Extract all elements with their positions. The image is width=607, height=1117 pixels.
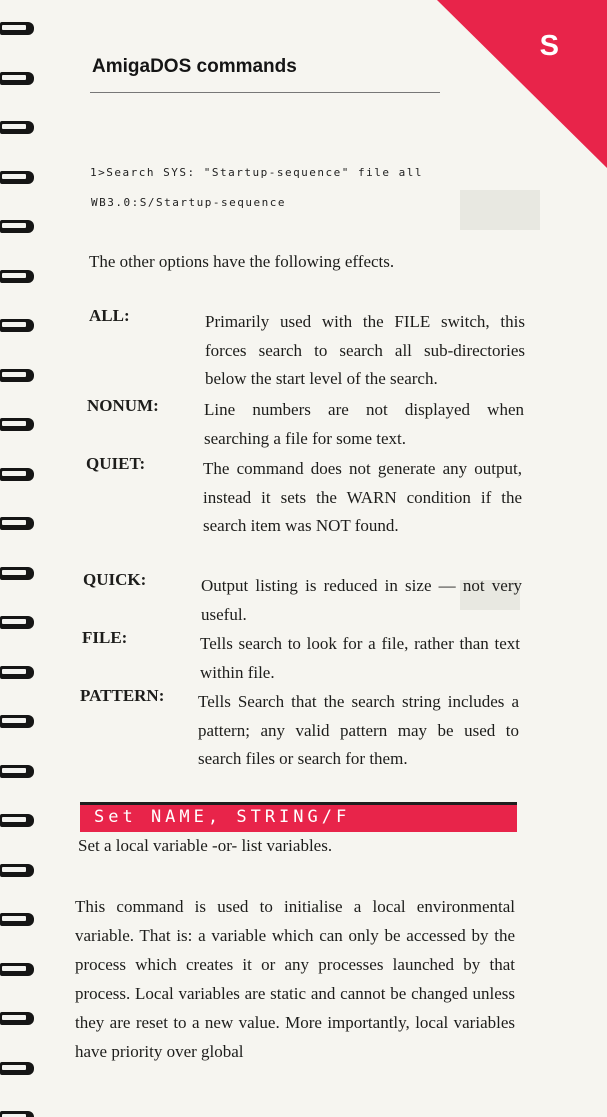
binding-ring [0, 70, 40, 86]
option-key-nonum: NONUM: [87, 396, 159, 415]
binding-ring [0, 961, 40, 977]
running-head: AmigaDOS commands [92, 56, 297, 77]
binding-ring [0, 664, 40, 680]
binding-ring [0, 317, 40, 333]
header-rule [90, 92, 440, 93]
option-desc-pattern: Tells Search that the search string includes a pattern; any valid pattern may be used to search files or search for them. [198, 692, 519, 768]
command-heading-bar [80, 802, 517, 832]
option-key-all: ALL: [89, 306, 130, 325]
option-desc-nonum: Line numbers are not displayed when searching a file for some text. [204, 400, 524, 448]
intro-text: The other options have the following effects. [89, 252, 395, 271]
binding-ring [0, 20, 40, 36]
bleed-through-shade [460, 190, 540, 230]
binding-ring [0, 367, 40, 383]
binding-ring [0, 268, 40, 284]
binding-ring [0, 466, 40, 482]
option-key-quiet: QUIET: [86, 454, 146, 473]
binding-ring [0, 713, 40, 729]
binding-ring [0, 614, 40, 630]
binding-ring [0, 812, 40, 828]
option-desc-quiet: The command does not generate any output, instead it sets the WARN condition if the search item was NOT found. [203, 459, 522, 535]
option-desc-quick: Output listing is reduced in size — not very useful. [201, 576, 522, 624]
binding-ring [0, 763, 40, 779]
binding-ring [0, 515, 40, 531]
section-corner-tab [437, 0, 607, 170]
section-letter: S [539, 30, 559, 62]
binding-ring [0, 416, 40, 432]
option-desc-file: Tells search to look for a file, rather than text within file. [200, 634, 520, 682]
binding-ring [0, 119, 40, 135]
binding-ring [0, 169, 40, 185]
example-command-line: 1>Search SYS: "Startup-sequence" file all [90, 166, 424, 179]
binding-ring [0, 218, 40, 234]
binding-ring [0, 1109, 40, 1117]
spiral-binding [0, 0, 44, 1117]
option-key-file: FILE: [82, 628, 128, 647]
binding-ring [0, 1010, 40, 1026]
command-description: This command is used to initialise a local environmental variable. That is: a variable which can only be accessed by the process which creates it or any processes launched by that process. Local variables are static and cannot be changed unless they are reset to a new value. More importantly, local variables have priority over global [75, 897, 515, 1061]
binding-ring [0, 565, 40, 581]
binding-ring [0, 1060, 40, 1076]
binding-ring [0, 911, 40, 927]
example-output-line: WB3.0:S/Startup-sequence [91, 196, 286, 209]
option-key-pattern: PATTERN: [80, 686, 165, 705]
option-key-quick: QUICK: [83, 570, 147, 589]
command-summary: Set a local variable -or- list variables. [78, 836, 333, 855]
binding-ring [0, 862, 40, 878]
command-heading: Set NAME, STRING/F [94, 807, 351, 827]
option-desc-all: Primarily used with the FILE switch, this forces search to search all sub-directories below the start level of the search. [205, 312, 525, 388]
